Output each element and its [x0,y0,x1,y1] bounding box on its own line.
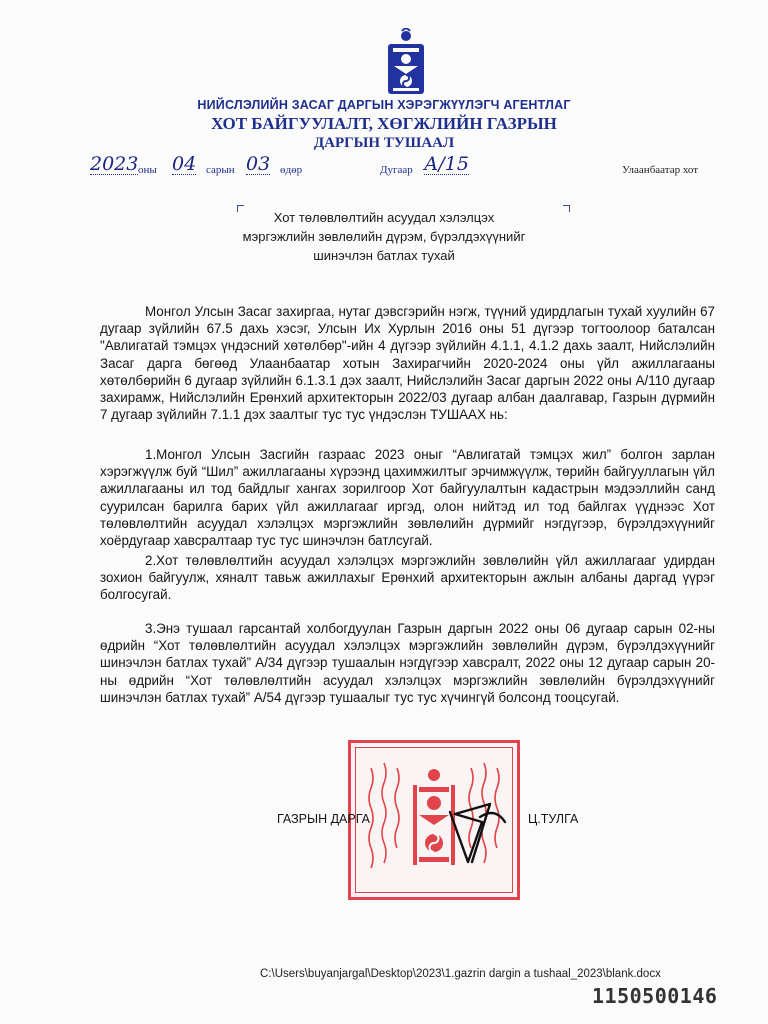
agency-name: НИЙСЛЭЛИЙН ЗАСАГ ДАРГЫН ХЭРЭГЖҮҮЛЭГЧ АГЕНТЛАГ [197,98,571,112]
preamble-paragraph [100,303,715,423]
date-month: 04 [172,153,197,175]
item-1-text: 1.Монгол Улсын Засгийн газраас 2023 оныг “Авлигатай тэмцэх жил” болгон зарлан хэрэгжүүлж буй “Шил” ажиллагааны хүрээнд цахимжилтыг эрчимжүүлж, төрийн байгууллагын үйл ажиллагааны ил тод байдлыг хангах зорилгоор Хот байгуулалтын кадастрын мэдээллийн санд суурилсан барилга барих үйл ажиллагааг иргэд, олон нийтэд ил тод байлгах үүднээс Хот төлөвлөлтийн асуудал хэлэлцэх мэргэжлийн зөвлөлийн дүрмийг нэгдүгээр, бүрэлдэхүүнийг хоёрдугаар хавсралтаар тус тус шинэчлэн батлсугай. [100,447,715,549]
signatory-title: ГАЗРЫН ДАРГА [277,812,370,826]
subject [0,208,768,265]
document-type: ДАРГЫН ТУШААЛ [313,135,455,151]
handwritten-signature [420,792,530,867]
file-path: C:\Users\buyanjargal\Desktop\2023\1.gazrin dargin a tushaal_2023\blank.docx [260,968,661,980]
document-number: А/15 [424,153,469,175]
preamble-text: Монгол Улсын Засаг захиргаа, нутаг дэвсгэрийн нэгж, түүний удирдлагын тухай хуулийн 67 дугаар зүйлийн 67.5 дахь хэсэг, Улсын Их Хурлын 2016 оны 51 дүгээр тогтоолоор баталсан "Авлигатай тэмцэх үндэсний хөтөлбөр"-ийн 4 дүгээр зүйлийн 4.1.1, 4.1.2 дахь заалт, Нийслэлийн Засаг дарга бөгөөд Улаанбаатар хотын Захирагчийн 2020-2024 оны үйл ажиллагааны хөтөлбөрийн 6 дугаар зүйлийн 6.1.3.1 дэх заалт, Нийслэлийн Засаг даргын 2022 оны А/110 дугаар захирамж, Нийслэлийн Ерөнхий архитекторын 2022/03 дугаар албан даалгавар, Газрын дүрмийн 7 дугаар зүйлийн 7.1.1 дэх заалтыг тус тус үндэслэн ТУШААХ нь: [100,304,715,423]
subject-line: мэргэжлийн зөвлөлийн дүрэм, бүрэлдэхүүнийг [242,229,526,244]
item-3-paragraph [100,620,715,706]
date-year-suffix: оны [138,164,157,176]
item-3-text: 3.Энэ тушаал гарсантай холбогдуулан Газрын даргын 2022 оны 06 дугаар сарын 02-ны өдрийн “Хот төлөвлөлтийн асуудал хэлэлцэх мэргэжлийн зөвлөлийн дүрэм, бүрэлдэхүүнийг шинэчлэн батлах тухай” А/34 дүгээр тушаалын нэгдүгээр хавсралт, 2022 оны 12 дугаар сарын 20-ны өдрийн “Хот төлөвлөлтийн асуудал хэлэлцэх мэргэжлийн зөвлөлийн бүрэлдэхүүнийг шинэчлэн батлах тухай” А/54 дүгээр тушаалыг тус тус хүчингүй болсонд тооцсугай. [100,621,715,705]
date-year: 2023 [90,153,139,175]
signatory-name: Ц.ТУЛГА [528,812,579,826]
city: Улаанбаатар хот [622,164,699,176]
date-day: 03 [246,153,271,175]
serial-number: 1150500146 [592,984,718,1008]
item-2-paragraph [100,552,715,604]
item-1-paragraph [100,446,715,549]
subject-line: шинэчлэн батлах тухай [313,248,455,263]
dateline [0,154,768,184]
item-2-text: 2.Хот төлөвлөлтийн асуудал хэлэлцэх мэргэжлийн зөвлөлийн үйл ажиллагааг удирдан зохион байгуулж, хяналт тавьж ажиллахыг Ерөнхий архитекторын ажлын албаны даргад үүрэг болгосугай. [100,553,715,603]
number-label: Дугаар [380,164,413,176]
state-emblem-icon [382,28,430,96]
date-day-suffix: өдөр [280,164,303,176]
subject-line: Хот төлөвлөлтийн асуудал хэлэлцэх [273,210,495,225]
date-month-suffix: сарын [206,164,235,176]
department-name: ХОТ БАЙГУУЛАЛТ, ХӨГЖЛИЙН ГАЗРЫН [211,114,557,133]
